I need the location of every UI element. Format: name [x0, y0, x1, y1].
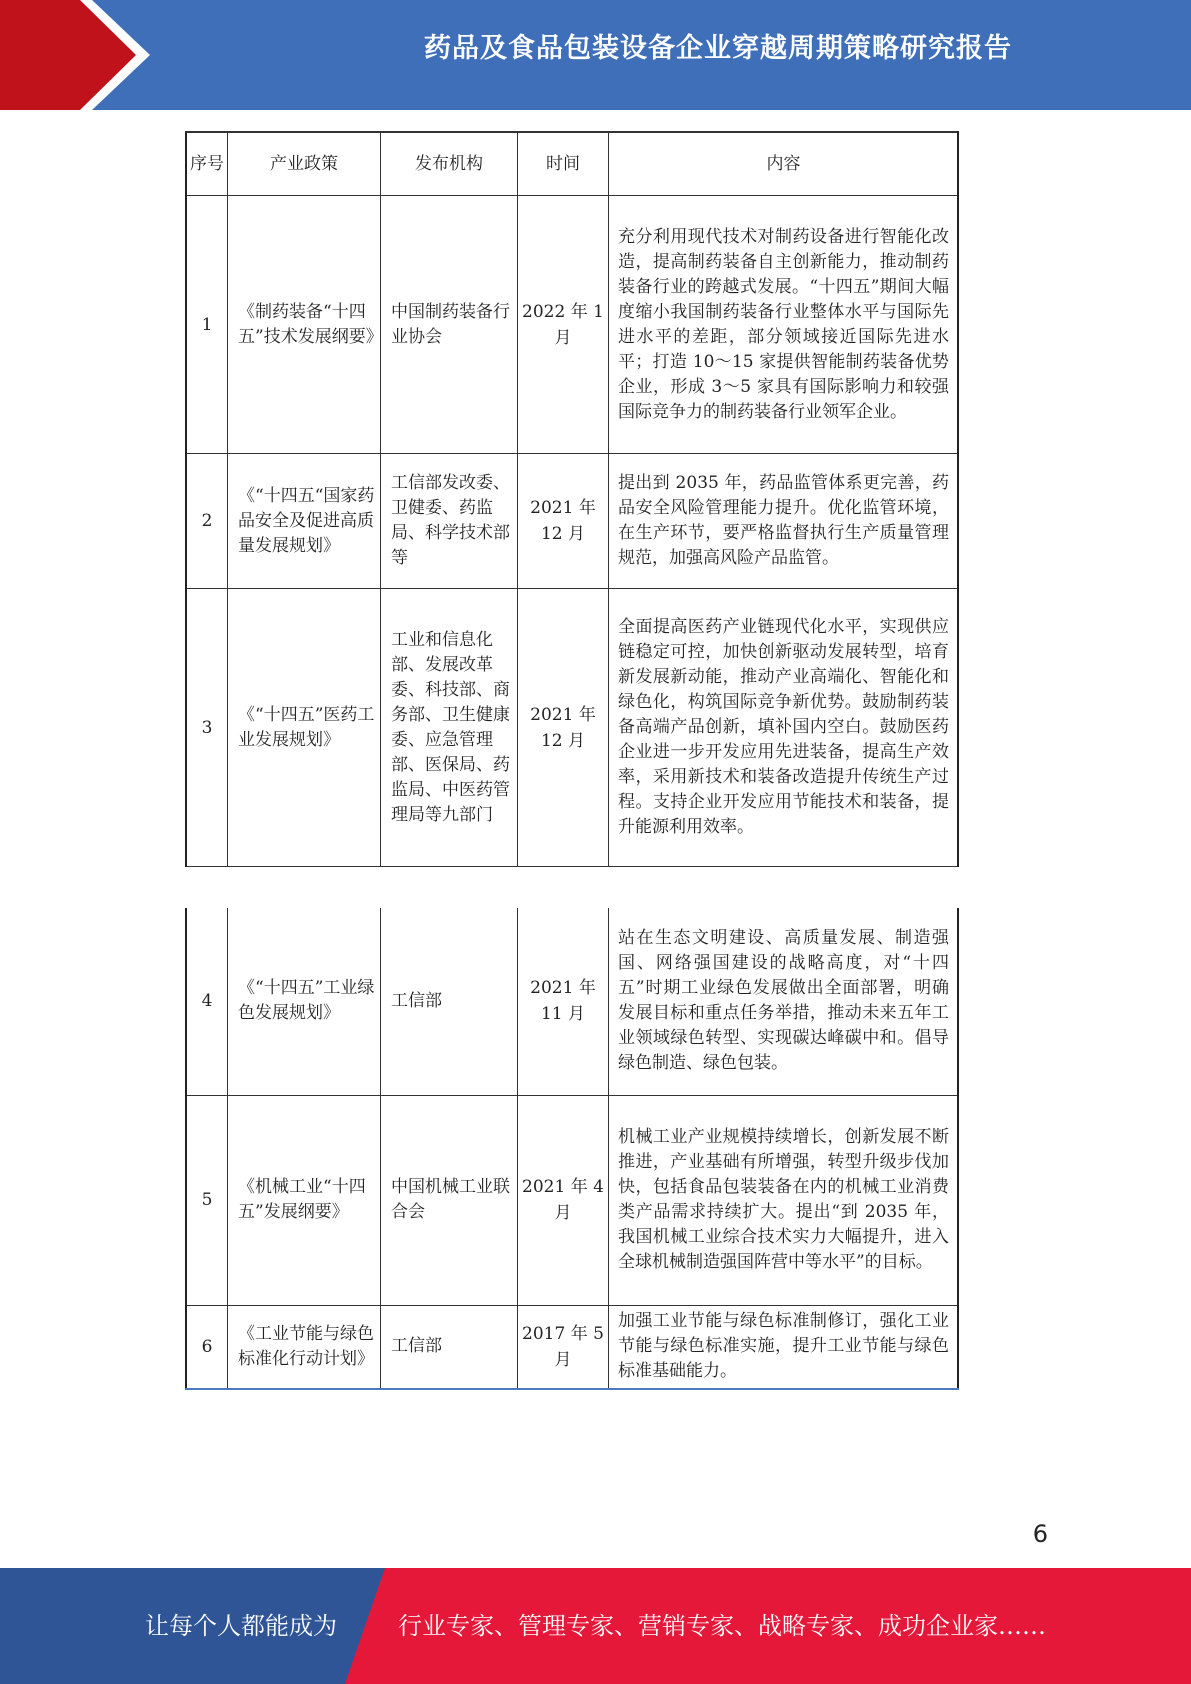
row-policy: 《工业节能与绿色标准化行动计划》	[228, 1305, 381, 1389]
page-footer	[0, 1568, 1191, 1684]
row-org: 中国制药装备行业协会	[381, 196, 518, 454]
footer-slogan-right: 行业专家、管理专家、营销专家、战略专家、成功企业家……	[398, 1612, 1046, 1640]
row-content: 站在生态文明建设、高质量发展、制造强国、网络强国建设的战略高度，对“十四五”时期工业绿色发展做出全面部署，明确发展目标和重点任务举措，推动未来五年工业领域绿色转型、实现碳达峰碳中和。倡导绿色制造、绿色包装。	[609, 908, 959, 1095]
row-time: 2021 年 12 月	[518, 589, 609, 867]
footer-slogan-left: 让每个人都能成为	[145, 1612, 337, 1640]
row-no: 3	[186, 589, 228, 867]
table-row	[186, 454, 958, 589]
header-time: 时间	[518, 132, 609, 196]
table-row	[186, 196, 958, 454]
row-content: 机械工业产业规模持续增长，创新发展不断推进，产业基础有所增强，转型升级步伐加快，包括食品包装装备在内的机械工业消费类产品需求持续扩大。提出“到 2035 年，我国机械工业综合技术实力大幅提升，进入全球机械制造强国阵营中等水平”的目标。	[609, 1095, 959, 1305]
row-policy: 《机械工业“十四五”发展纲要》	[228, 1095, 381, 1305]
row-time: 2021 年 12 月	[518, 454, 609, 589]
row-content: 充分利用现代技术对制药设备进行智能化改造，提高制药装备自主创新能力，推动制药装备行业的跨越式发展。“十四五”期间大幅度缩小我国制药装备行业整体水平与国际先进水平的差距，部分领域接近国际先进水平；打造 10～15 家提供智能制药装备优势企业，形成 3～5 家具有国际影响力和较强国际竞争力的制药装备行业领军企业。	[609, 196, 959, 454]
header-arrow-graphic	[0, 0, 150, 110]
row-time: 2021 年 11 月	[518, 908, 609, 1095]
header-no: 序号	[186, 132, 228, 196]
row-no: 6	[186, 1305, 228, 1389]
page-header	[0, 0, 1191, 110]
row-org: 工信部	[381, 908, 518, 1095]
policy-table-part-2	[185, 908, 959, 1390]
row-policy: 《“十四五”工业绿色发展规划》	[228, 908, 381, 1095]
row-no: 1	[186, 196, 228, 454]
row-time: 2017 年 5 月	[518, 1305, 609, 1389]
table-row	[186, 908, 958, 1095]
row-time: 2021 年 4 月	[518, 1095, 609, 1305]
row-no: 5	[186, 1095, 228, 1305]
row-policy: 《“十四五”医药工业发展规划》	[228, 589, 381, 867]
policy-table-part-1	[185, 131, 959, 867]
table-row	[186, 1095, 958, 1305]
row-policy: 《“十四五“国家药品安全及促进高质量发展规划》	[228, 454, 381, 589]
header-content: 内容	[609, 132, 959, 196]
table-row	[186, 589, 958, 867]
header-policy: 产业政策	[228, 132, 381, 196]
table-row	[186, 1305, 958, 1389]
header-org: 发布机构	[381, 132, 518, 196]
row-no: 4	[186, 908, 228, 1095]
row-content: 加强工业节能与绿色标准制修订，强化工业节能与绿色标准实施，提升工业节能与绿色标准基础能力。	[609, 1305, 959, 1389]
row-no: 2	[186, 454, 228, 589]
row-content: 提出到 2035 年，药品监管体系更完善，药品安全风险管理能力提升。优化监管环境，在生产环节，要严格监督执行生产质量管理规范，加强高风险产品监管。	[609, 454, 959, 589]
page-number: 6	[1032, 1520, 1048, 1548]
row-content: 全面提高医药产业链现代化水平，实现供应链稳定可控，加快创新驱动发展转型，培育新发展新动能，推动产业高端化、智能化和绿色化，构筑国际竞争新优势。鼓励制药装备高端产品创新，填补国内空白。鼓励医药企业进一步开发应用先进装备，提高生产效率，采用新技术和装备改造提升传统生产过程。支持企业开发应用节能技术和装备，提升能源利用效率。	[609, 589, 959, 867]
row-time: 2022 年 1 月	[518, 196, 609, 454]
report-title: 药品及食品包装设备企业穿越周期策略研究报告	[424, 33, 1012, 64]
row-policy: 《制药装备“十四五”技术发展纲要》	[228, 196, 381, 454]
row-org: 工业和信息化部、发展改革委、科技部、商务部、卫生健康委、应急管理部、医保局、药监局、中医药管理局等九部门	[381, 589, 518, 867]
row-org: 工信部发改委、卫健委、药监局、科学技术部等	[381, 454, 518, 589]
row-org: 工信部	[381, 1305, 518, 1389]
table-header-row	[186, 132, 958, 196]
row-org: 中国机械工业联合会	[381, 1095, 518, 1305]
